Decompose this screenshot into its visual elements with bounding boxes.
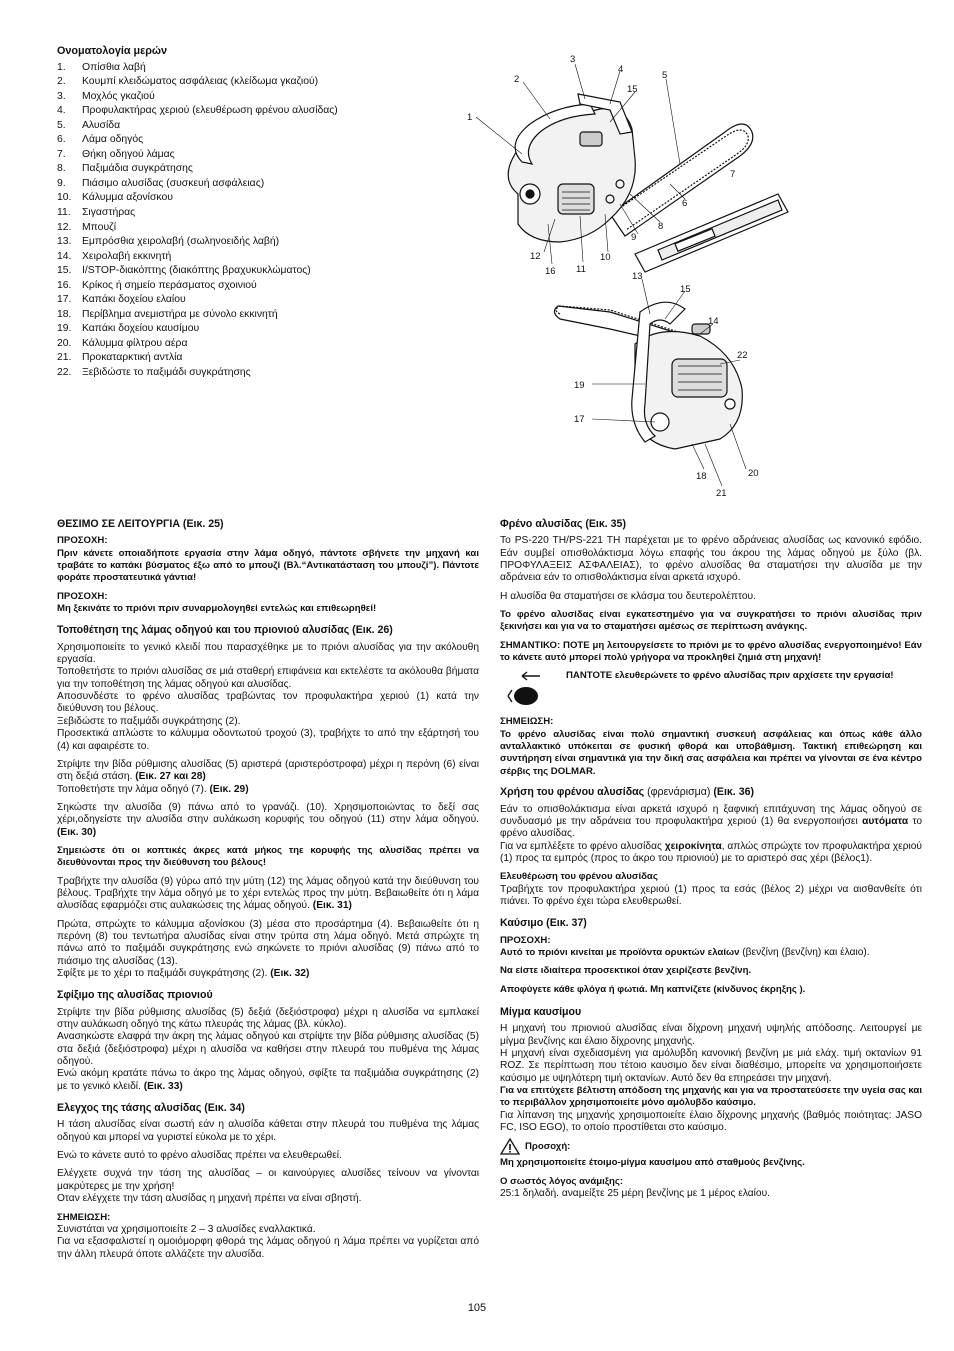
callout-15a: 15 [627, 84, 638, 95]
callout-5: 5 [662, 70, 668, 81]
callout-7: 7 [730, 169, 736, 180]
fuel-caution-text [500, 947, 922, 959]
r-paragraph-4: ΣΗΜΑΝΤΙΚΟ: ΠΟΤΕ μη λειτουργείσετε το πριόνι με το φρένο αλυσίδας ενεργοποιημένο! Εάν το κάνετε αυτό μπορεί πολύ γρήγορα να προκληθεί ζημιά στη μηχανή! [500, 639, 922, 664]
parts-item [57, 162, 477, 177]
parts-item-number: 7. [57, 148, 66, 160]
parts-item-number: 15. [57, 265, 72, 277]
caution-heading-1: ΠΡΟΣΟΧΗ: [57, 535, 108, 547]
callout-19: 19 [574, 380, 585, 391]
paragraph-6-ref: (Εικ. 27 και 28) [135, 771, 206, 783]
parts-title: Ονοματολογία μερών [57, 45, 167, 57]
paragraph-3: Αποσυνδέστε το φρένο αλυσίδας τραβώντας τον προφυλακτήρα χεριού (1) κατά την διεύθυνση του βέλους. [57, 691, 479, 715]
parts-item-label: Μοχλός γκαζιού [82, 90, 155, 102]
parts-item [57, 206, 477, 221]
parts-item-label: Μπουζί [82, 221, 117, 233]
fuel-caution-b: (βενζίνη (βενζίνη) και έλαιο). [742, 946, 870, 958]
parts-item [57, 235, 477, 250]
callout-4: 4 [618, 64, 624, 75]
paragraph-12-ref: (Εικ. 32) [270, 968, 310, 979]
parts-item-label: Θήκη οδηγού λάμας [82, 148, 175, 160]
hand-guard-release-icon [500, 670, 556, 708]
parts-item-number: 2. [57, 76, 66, 88]
warning-triangle-icon [500, 1138, 520, 1155]
parts-item-label: Προφυλακτήρας χεριού (ελευθέρωση φρένου αλυσίδας) [82, 105, 338, 117]
parts-item [57, 148, 477, 163]
parts-item [57, 75, 477, 90]
brake-release-notice [500, 670, 922, 708]
paragraph-15-text: Ενώ ακόμη κρατάτε πάνω το άκρο της λάμας οδηγού, σφίξτε τα παξιμάδια συγκράτησης (2) με το γενικό κλειδί. [57, 1068, 479, 1092]
callout-18: 18 [696, 471, 707, 482]
section-chain-brake-title: Φρένο αλυσίδας (Εικ. 35) [500, 518, 626, 530]
callout-10: 10 [600, 252, 611, 263]
parts-item-number: 13. [57, 236, 72, 248]
warning-heading: Προσοχή: [525, 1140, 571, 1152]
parts-item [57, 61, 477, 76]
caution-text-1: Πριν κάνετε οποιαδήποτε εργασία στην λάμα οδηγό, πάντοτε σβήνετε την μηχανή και τραβάτε το καπάκι βύσματος έξω από το μπουζί (Βλ.“Αντικατάσταση του μπουζί”). Πάντοτε φοράτε προστατευτικά γάντια! [57, 547, 479, 584]
parts-item [57, 90, 477, 105]
section-fuel-title: Καύσιμο (Εικ. 37) [500, 917, 587, 930]
callout-3: 3 [570, 54, 576, 65]
paragraph-16: Η τάση αλυσίδας είναι σωστή εάν η αλυσίδα κάθεται στην πλευρά του πυθμένα της λάμας οδηγού και μπορεί να γυριστεί εύκολα με το χέρι. [57, 1119, 479, 1143]
brake-use-title-b: (φρενάρισμα) [647, 786, 711, 799]
brake-use-title-a: Χρήση του φρένου αλυσίδας [500, 786, 645, 799]
parts-item-number: 18. [57, 308, 72, 320]
paragraph-1: Χρησιμοποιείτε το γενικό κλειδί που παρασχέθηκε με το πριόνι αλυσίδας για την ακόλουθη εργασία. [57, 641, 479, 666]
fuel-caution-heading: ΠΡΟΣΟΧΗ: [500, 934, 551, 946]
parts-item [57, 250, 477, 265]
parts-item-number: 21. [57, 352, 72, 364]
left-column [57, 518, 479, 1261]
r-paragraph-6 [500, 841, 922, 866]
parts-item [57, 351, 477, 366]
callout-14: 14 [708, 316, 719, 327]
paragraph-19: Οταν ελέγχετε την τάση αλυσίδας η μηχανή πρέπει να είναι σβηστή. [57, 1193, 362, 1205]
callout-9: 9 [631, 232, 637, 243]
paragraph-10 [57, 876, 479, 913]
paragraph-14: Ανασηκώστε ελαφρά την άκρη της λάμας οδηγού και στρίψτε την βίδα ρύθμισης αλυσίδας (5) στα δεξιά (δεξιόστροφα) μέχρι η αλυσίδα να καθήσει στην πλευρά του πυθμένα της λάμας οδηγού. [57, 1031, 479, 1068]
parts-item-number: 19. [57, 323, 72, 335]
paragraph-18: Ελέγχετε συχνά την τάση της αλυσίδας – οι καινούργιες αλυσίδες τείνουν να γίνονται μακρύτερες με την χρήση! [57, 1168, 479, 1192]
parts-list [57, 44, 477, 381]
parts-item-label: Οπίσθια λαβή [82, 61, 146, 73]
parts-item-label: Περίβλημα ανεμιστήρα με σύνολο εκκινητή [82, 308, 278, 320]
paragraph-7-ref: (Εικ. 29) [209, 783, 249, 795]
paragraph-4: Ξεβιδώστε το παξιμάδι συγκράτησης (2). [57, 715, 241, 727]
r-paragraph-10: Για λίπανση της μηχανής χρησιμοποιείτε έλαιο δίχρονης μηχανής (βαθμός ποιότητας: JASO FC, ISO EGO), το οποίο προστίθεται στο καύσιμο. [500, 1109, 922, 1134]
paragraph-8 [57, 802, 479, 839]
parts-item [57, 337, 477, 352]
paragraph-12 [57, 968, 479, 980]
parts-item-number: 17. [57, 294, 72, 306]
parts-item-number: 1. [57, 61, 66, 73]
parts-item [57, 119, 477, 134]
callout-2: 2 [514, 74, 520, 85]
caution-heading-2: ΠΡΟΣΟΧΗ: [57, 590, 108, 602]
parts-item-label: Κάλυμμα φίλτρου αέρα [82, 337, 188, 349]
section-tighten-title: Σφίξιμο της αλυσίδας πριονιού [57, 989, 213, 1002]
paragraph-10-ref: (Εικ. 31) [312, 900, 352, 912]
parts-item-label: Καπάκι δοχείου ελαίου [82, 294, 186, 306]
paragraph-6 [57, 759, 479, 784]
brake-release-text: ΠΑΝΤΟΤΕ ελευθερώνετε το φρένο αλυσίδας πριν αρχίσετε την εργασία! [566, 670, 894, 682]
callout-13: 13 [632, 271, 643, 282]
paragraph-7 [57, 784, 479, 796]
r-p6-a: Για να εμπλέξετε το φρένο αλυσίδας [500, 840, 662, 852]
callout-17: 17 [574, 414, 585, 425]
brake-release-paragraph: Τραβήχτε τον προφυλακτήρα χεριού (1) προς τα εσάς (βέλος 2) μέχρι να αισθανθείτε ότι πιάνει. Το φρένο έχει τώρα ελευθερωθεί. [500, 883, 922, 907]
warning-row [500, 1138, 922, 1155]
r-paragraph-3: Το φρένο αλυσίδας είναι εγκατεστημένο για να συγκρατήσει το πριόνι αλυσίδας πριν ξεκινήσει και για να το σταματήσει αμέσως σε περίπτωση ανάγκης. [500, 609, 922, 633]
parts-item-label: Λάμα οδηγός [82, 134, 144, 146]
right-column [500, 518, 922, 1200]
callout-8: 8 [658, 221, 664, 232]
parts-item-number: 4. [57, 105, 66, 117]
callout-11: 11 [576, 264, 586, 275]
parts-item-number: 10. [57, 192, 72, 204]
parts-item-number: 22. [57, 367, 72, 379]
parts-item-label: Προκαταρκτική αντλία [82, 352, 183, 364]
parts-item-number: 5. [57, 119, 66, 131]
paragraph-8-text: Σηκώστε την αλυσίδα (9) πάνω από το γρανάζι. (10). Χρησιμοποιώντας το δεξί σας χέρι,οδηγείστε την αλυσίδα στην αυλάκωση κορυφής του οδηγού (11) στην λάμα οδηγού. [57, 801, 479, 826]
parts-item-label: Σιγαστήρας [82, 207, 136, 219]
parts-item [57, 322, 477, 337]
parts-item [57, 279, 477, 294]
parts-item-number: 16. [57, 279, 72, 291]
parts-item [57, 308, 477, 323]
fuel-caution-3: Αποφύγετε κάθε φλόγα ή φωτιά. Μη καπνίζετε (κίνδυνος έκρηξης ). [500, 983, 806, 995]
r-p6-b: χειροκίνητα [664, 840, 722, 852]
parts-item-number: 12. [57, 221, 72, 233]
paragraph-12-text: Σφίξτε με το χέρι το παξιμάδι συγκράτησης (2). [57, 968, 268, 979]
chainsaw-figures [460, 44, 800, 504]
parts-item-number: 11. [57, 207, 71, 219]
paragraph-7-text: Τοποθετήστε την λάμα οδηγό (7). [57, 783, 207, 795]
section-bar-install-title: Τοποθέτηση της λάμας οδηγού και του πριονιού αλυσίδας (Εικ. 26) [57, 624, 393, 637]
r-note-heading: ΣΗΜΕΙΩΣΗ: [500, 716, 554, 728]
callout-15b: 15 [680, 284, 691, 295]
paragraph-5: Προσεκτικά απλώστε το κάλυμμα οδοντωτού τροχού (3), τραβήχτε το από την εξάρτησή του (4) και αφαιρέστε το. [57, 728, 479, 752]
parts-item-label: I/STOP-διακόπτης (διακόπτης βραχυκυκλώματος) [82, 265, 311, 277]
section-operation-title: ΘΕΣΙΜΟ ΣΕ ΛΕΙΤΟΥΡΓΙΑ (Εικ. 25) [57, 518, 224, 530]
r-paragraph-9: Για να επιτύχετε βέλτιστη απόδοση της μηχανής και για να προστατεύσετε την υγεία σας και το περιβάλλον χρησιμοποιείτε μόνο αμόλυβδο καύσιμο. [500, 1085, 922, 1109]
paragraph-2: Τοποθετήστε το πριόνι αλυσίδας σε μιά σταθερή επιφάνεια και εκτελέστε τα ακόλουθα βήματα για την τοποθέτηση της λάμας οδηγού και αλυσίδας. [57, 666, 479, 690]
callout-1: 1 [467, 112, 473, 123]
parts-item-label: Ξεβιδώστε το παξιμάδι συγκράτησης [82, 367, 251, 379]
r-paragraph-2: Η αλυσίδα θα σταματήσει σε κλάσμα του δευτερολέπτου. [500, 590, 756, 602]
parts-item [57, 293, 477, 308]
callout-20: 20 [748, 468, 759, 479]
parts-item-label: Καπάκι δοχείου καυσίμου [82, 323, 200, 335]
brake-release-heading: Ελευθέρωση του φρένου αλυσίδας [500, 871, 658, 883]
warning-text: Μη χρησιμοποιείτε έτοιμο-μίγμα καυσίμου από σταθμούς βενζίνης. [500, 1157, 805, 1169]
fuel-caution-2: Να είστε ιδιαίτερα προσεκτικοί όταν χειρίζεστε βενζίνη. [500, 965, 752, 977]
caution-text-2: Μη ξεκινάτε το πριόνι πριν συναρμολογηθεί εντελώς και επιθεωρηθεί! [57, 603, 377, 615]
r-paragraph-1: Το PS-220 TH/PS-221 TH παρέχεται με το φρένο αδράνειας αλυσίδας ως κανονικό εφόδιο. Εάν συμβεί οπισθολάκτισμα λόγω επαφής του άκρου της λάμας οδηγού με ξύλο (βλ. ΠΡΟΦΥΛΑΞΕΙΣ ΑΣΦΑΛΕΙΑΣ), το φρένο αλυσίδας θα σταματήσει την αλυσίδα με την αδράνεια εάν το οπισθολάκτισμα είναι αρκετά ισχυρό. [500, 535, 922, 584]
fuel-caution-a: Αυτό το πριόνι κινείται με προϊόντα ορυκτών ελαίων [500, 946, 740, 958]
parts-item-label: Εμπρόσθια χειρολαβή (σωληνοειδής λαβή) [82, 236, 280, 248]
page-number: 105 [467, 1302, 487, 1314]
parts-item [57, 177, 477, 192]
paragraph-9: Σημειώστε ότι οι κοπτικές άκρες κατά μήκος τηε κορυφής της αλυσίδας πρέπει να διευθύνονται προς την διεύθυνση του βέλους! [57, 844, 479, 869]
parts-item-number: 8. [57, 163, 66, 175]
parts-item-number: 14. [57, 250, 72, 262]
parts-item-label: Κάλυμμα αξονίσκου [82, 192, 173, 204]
parts-item [57, 264, 477, 279]
ratio-heading: Ο σωστός λόγος ανάμιξης: [500, 1175, 624, 1187]
r-paragraph-8: Η μηχανή είναι σχεδιασμένη για αμόλυβδη κανονική βενζίνη με μιά ελάχ. τιμή οκτανίων 91 ROZ. Σε περίπτωση που τέτοιο καυσιμο δεν είναι διαθέσιμο, μπορείτε να χρησιμοποιήσετε καύσιμο με υψηλότερη τιμή οκτανίων. Αυτό δεν θα επηρεάσει την μηχανή. [500, 1048, 922, 1084]
callout-22: 22 [737, 350, 748, 361]
paragraph-13: Στρίψτε την βίδα ρύθμισης αλυσίδας (5) δεξιά (δεξιόστροφα) μέχρι η αλυσίδα να εμπλακεί στην αυλάκωση οδηγό της κάτω πλευράς της λάμας (βλ. κύκλο). [57, 1006, 479, 1031]
paragraph-15 [57, 1068, 479, 1093]
parts-item-number: 20. [57, 337, 72, 349]
parts-item [57, 133, 477, 148]
callout-16: 16 [545, 266, 556, 277]
callout-12: 12 [530, 251, 541, 262]
section-brake-use-title [500, 786, 922, 798]
r-note-text: Το φρένο αλυσίδας είναι πολύ σημαντική συσκευή ασφάλειας και όπως κάθε άλλο ανταλλακτικό υπόκειται σε φυσική φθορά και υποβάθμιση. Τακτική επιθεώρηση και συντήρηση είναι σημαντικά για την δική σας ασφάλεια και πρέπει να γίνονται σε ένα κέντρο σέρβις της DOLMAR. [500, 728, 922, 777]
note-2: Για να εξασφαλιστεί η ομοιόμορφη φθορά της λάμας οδηγού η λάμα πρέπει να γυρίζεται από την άλλη πλευρά όποτε αλλάζετε την αλυσίδα. [57, 1236, 479, 1260]
parts-item-label: Παξιμάδια συγκράτησης [82, 163, 193, 175]
callout-21: 21 [716, 488, 727, 499]
r-paragraph-5 [500, 804, 922, 841]
section-tension-title: Ελεγχος της τάσης αλυσίδας (Εικ. 34) [57, 1102, 245, 1115]
parts-item [57, 191, 477, 206]
parts-item-label: Κρίκος ή σημείο περάσματος σχοινιού [82, 279, 257, 291]
parts-item [57, 104, 477, 119]
parts-item [57, 221, 477, 236]
paragraph-11: Πρώτα, σπρώχτε το κάλυμμα αξονίσκου (3) μέσα στο προσάρτημα (4). Βεβαιωθείτε ότι η περόνη (8) του τεντωτήρα αλυσίδας είναι στην τρύπα στη λάμα οδηγό. Μετά σπρώχτε τη πάνω από το παξιμάδι συγκράτησης ενώ σηκώνετε το πριόνι αλυσίδας (9) πάνω από το πιάσιμο της αλυσίδας (13). [57, 918, 479, 967]
r-p5-a: Εάν το οπισθολάκτισμα είναι αρκετά ισχυρό η ξαφνική επιτάχυνση της λάμας οδηγού σε συνδυασμό με την αδράνεια του προφυλακτήρα χεριού (1) θα ενεργοποιήσει [500, 803, 922, 827]
parts-item-label: Χειρολαβή εκκινητή [82, 250, 172, 262]
paragraph-15-ref: (Εικ. 33) [143, 1080, 183, 1092]
r-paragraph-7: Η μηχανή του πριονιού αλυσίδας είναι δίχρονη μηχανή υψηλής απόδοσης. Λειτουργεί με μίγμα βενζίνης και έλαιο δίχρονης μηχανής. [500, 1023, 922, 1047]
parts-item [57, 366, 477, 381]
note-1: Συνιστάται να χρησιμοποιείτε 2 – 3 αλυσίδες εναλλακτικά. [57, 1223, 316, 1235]
r-p6-c: , απλώς σπρώχτε τον προφυλακτήρα χεριού (1) προς τα εμπρός (προς το άκρο του πριονιού) με το αριστερό σας χέρι (βέλος1). [500, 840, 922, 864]
r-p5-c: το φρένο αλυσίδας. [500, 815, 922, 840]
note-heading: ΣΗΜΕΙΩΣΗ: [57, 1211, 111, 1223]
parts-item-label: Αλυσίδα [82, 119, 121, 131]
r-p5-b: αυτόματα [862, 815, 909, 827]
callout-6: 6 [682, 198, 688, 209]
parts-item-label: Πιάσιμο αλυσίδας (συσκευή ασφάλειας) [82, 177, 265, 189]
paragraph-6-text: Στρίψτε την βίδα ρύθμισης αλυσίδας (5) αριστερά (αριστερόστροφα) μέχρι η περόνη (6) είναι στη δεξιά στάση. [57, 758, 479, 783]
parts-item-number: 6. [57, 134, 66, 146]
parts-item-label: Κουμπί κλειδώματος ασφάλειας (κλείδωμα γκαζιού) [82, 76, 319, 88]
parts-item-number: 9. [57, 177, 66, 189]
paragraph-17: Ενώ το κάνετε αυτό το φρένο αλυσίδας πρέπει να ελευθερωθεί. [57, 1150, 342, 1162]
section-fuel-mix-title: Μίγμα καυσίμου [500, 1005, 582, 1018]
brake-use-title-c: (Εικ. 36) [713, 786, 755, 799]
ratio-text: 25:1 δηλαδή. αναμείξτε 25 μέρη βενζίνης με 1 μέρος ελαίου. [500, 1188, 770, 1200]
paragraph-8-ref: (Εικ. 30) [57, 826, 97, 838]
parts-items [57, 61, 477, 381]
paragraph-10-text: Τραβήχτε την αλυσίδα (9) γύρω από την μύτη (12) της λάμας οδηγού κατά την διεύθυνση του βέλους. Τραβήχτε την λάμα οδηγό με το χέρι εντελώς προς την μύτη. Βεβαιωθείτε ότι η λάμα αλυσίδας εφαρμόζει στις αυλακώσεις της λάμας οδηγού. [57, 875, 479, 912]
parts-item-number: 3. [57, 90, 66, 102]
